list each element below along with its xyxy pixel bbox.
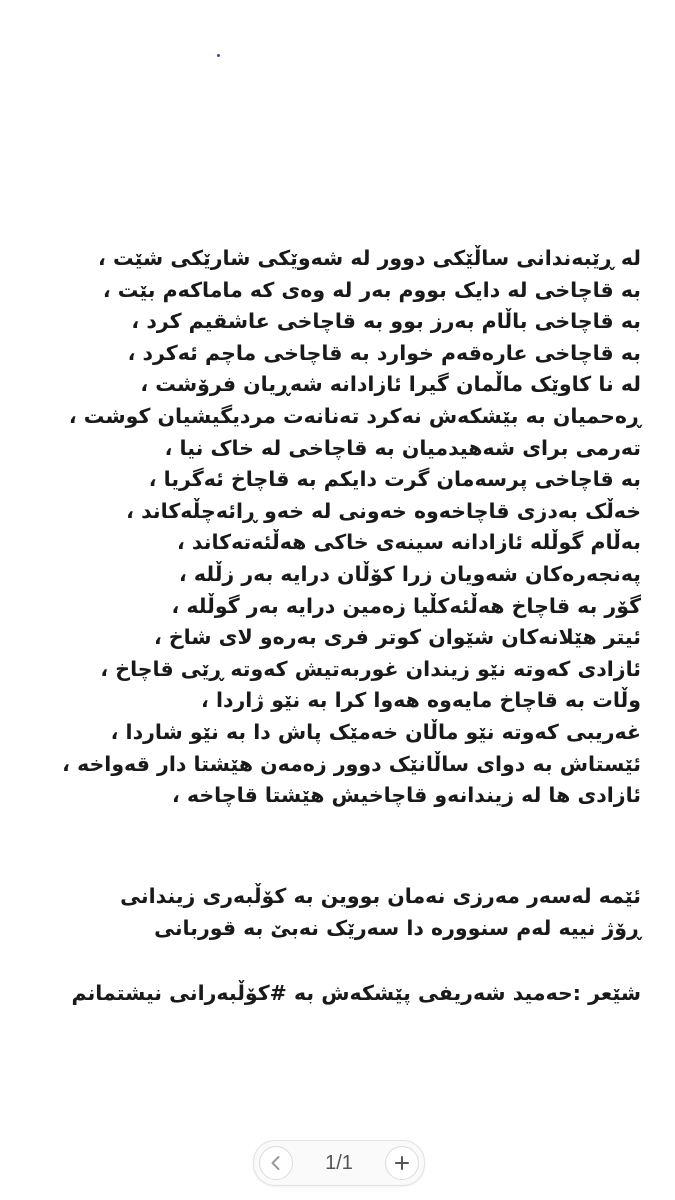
poem-line: ڕەحمیان بە بێشکەش نەکرد تەنانەت مردیگیشیان کوشت ، xyxy=(68,403,641,428)
poem-line: گۆر بە قاچاخ هەڵئەکڵیا زەمین درایە بەر گوڵلە ، xyxy=(171,593,641,618)
poem-line: بەڵام گوڵلە ئازادانە سینەی خاکی هەڵئەتەکاند ، xyxy=(176,530,641,555)
poem-line: بە قاچاخی پرسەمان گرت دایکم بە قاچاخ ئەگریا ، xyxy=(148,467,641,492)
poem-line: لە نا کاوێک ماڵمان گیرا ئازادانە شەڕیان فرۆشت ، xyxy=(140,372,641,397)
chevron-left-icon xyxy=(267,1154,285,1172)
page-indicator: 1/1 xyxy=(325,1152,353,1174)
poem-line: بە قاچاخی باڵام بەرز بوو بە قاچاخی عاشقیم کرد ، xyxy=(131,309,641,334)
poem-line: ئیتر هێلانەکان شێوان کوتر فری بەرەو لای شاخ ، xyxy=(153,625,641,650)
closing-couplet xyxy=(41,880,641,944)
poem-line: پەنجەرەکان شەویان زرا کۆڵان درایە بەر زڵلە ، xyxy=(178,561,641,586)
zoom-in-button[interactable] xyxy=(385,1146,419,1180)
poem-line: تەرمی برای شەهیدمیان بە قاچاخی لە خاک نیا ، xyxy=(164,435,641,460)
plus-icon xyxy=(393,1154,411,1172)
poem-line: ئێستاش بە دوای ساڵانێک دوور زەمەن هێشتا دار قەواخە ، xyxy=(62,751,641,776)
page-navigator xyxy=(253,1140,425,1186)
poem-line: ئازادی ها لە زیندانەو قاچاخیش هێشتا قاچاخە ، xyxy=(172,783,641,808)
poem-line: بە قاچاخی لە دایک بووم بەر لە وەی کە ماماکەم بێت ، xyxy=(102,277,641,302)
poem-line: ئازادی کەوتە نێو زیندان غوربەتیش کەوتە ڕێی قاچاخ ، xyxy=(100,656,641,681)
poem-line: غەریبی کەوتە نێو ماڵان خەمێک پاش دا بە نێو شاردا ، xyxy=(110,719,641,744)
poem-line: وڵات بە قاچاخ مایەوە هەوا کرا بە نێو ژاردا ، xyxy=(201,688,641,713)
poem-line: بە قاچاخی عارەقەم خوارد بە قاچاخی ماچم ئەکرد ، xyxy=(127,340,641,365)
ink-speck xyxy=(217,54,220,57)
couplet-line: ڕۆژ نییە لەم سنوورە دا سەرێک نەبێ بە قوربانی xyxy=(154,916,641,940)
poem-body xyxy=(41,243,641,812)
poem-signature: شێعر :حەمید شەریفی پێشکەش بە #کۆڵبەرانی نیشتمانم xyxy=(71,981,641,1005)
poem-line: لە ڕێبەندانی ساڵێکی دوور لە شەوێکی شارێکی شێت ، xyxy=(98,246,641,270)
previous-page-button[interactable] xyxy=(259,1146,293,1180)
poem-line: خەڵک بەدزی قاچاخەوە خەونی لە خەو ڕائەچڵەکاند ، xyxy=(126,498,641,523)
couplet-line: ئێمە لەسەر مەرزی نەمان بووین بە کۆڵبەری زیندانی xyxy=(120,884,641,908)
